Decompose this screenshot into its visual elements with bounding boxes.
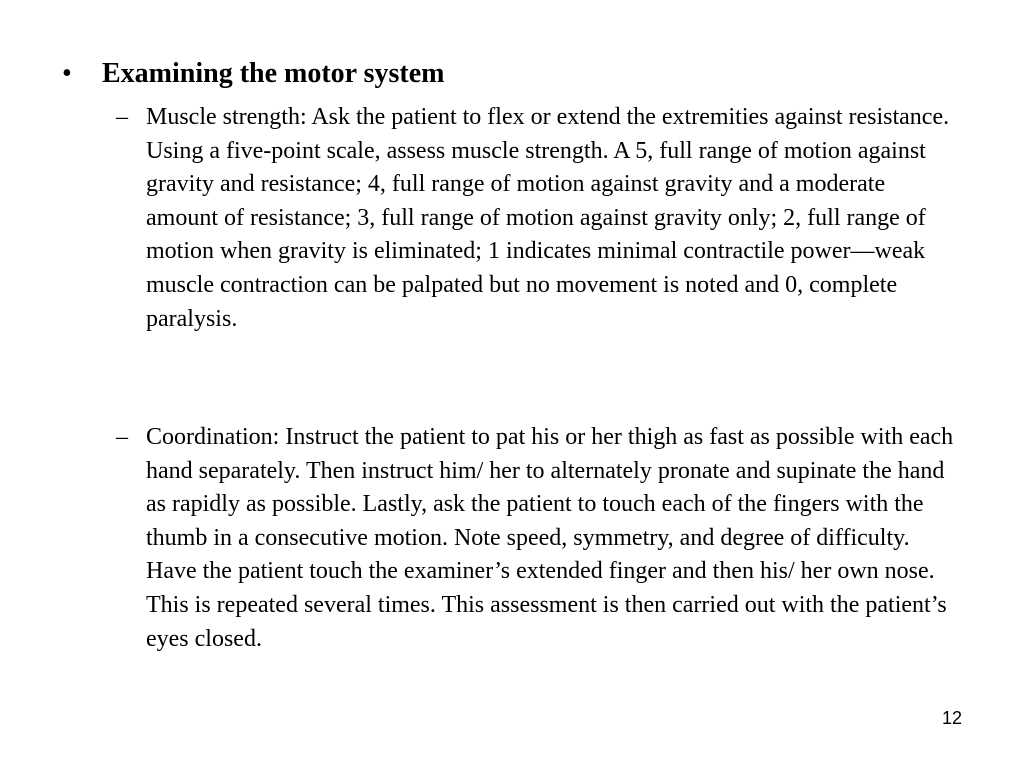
list-item-muscle-strength [116,101,966,336]
page-number: 12 [941,708,962,728]
list-item-coordination [116,421,966,656]
bullet-icon: • [62,58,72,89]
slide-heading: Examining the motor system [102,58,445,89]
dash-icon: – [116,104,128,130]
list-item-text: Coordination: Instruct the patient to pat his or her thigh as fast as possible with each hand separately. Then instruct him/ her to alternately pronate and supinate the hand as rapidly as possible. Lastly, ask the patient to touch each of the fingers with the thumb in a consecutive motion. Note speed, symmetry, and degree of difficulty. Have the patient touch the examiner’s extended finger and then his/ her own nose. This is repeated several times. This assessment is then carried out with the patient’s eyes closed. [146,424,954,652]
list-item-text: Muscle strength: Ask the patient to flex or extend the extremities against resistance. Using a five-point scale, assess muscle strength. A 5, full range of motion against gravity and resistance; 4, full range of motion against gravity and a moderate amount of resistance; 3, full range of motion against gravity only; 2, full range of motion when gravity is eliminated; 1 indicates minimal contractile power—weak muscle contraction can be palpated but no movement is noted and 0, complete paralysis. [146,104,950,332]
dash-icon: – [116,424,128,450]
